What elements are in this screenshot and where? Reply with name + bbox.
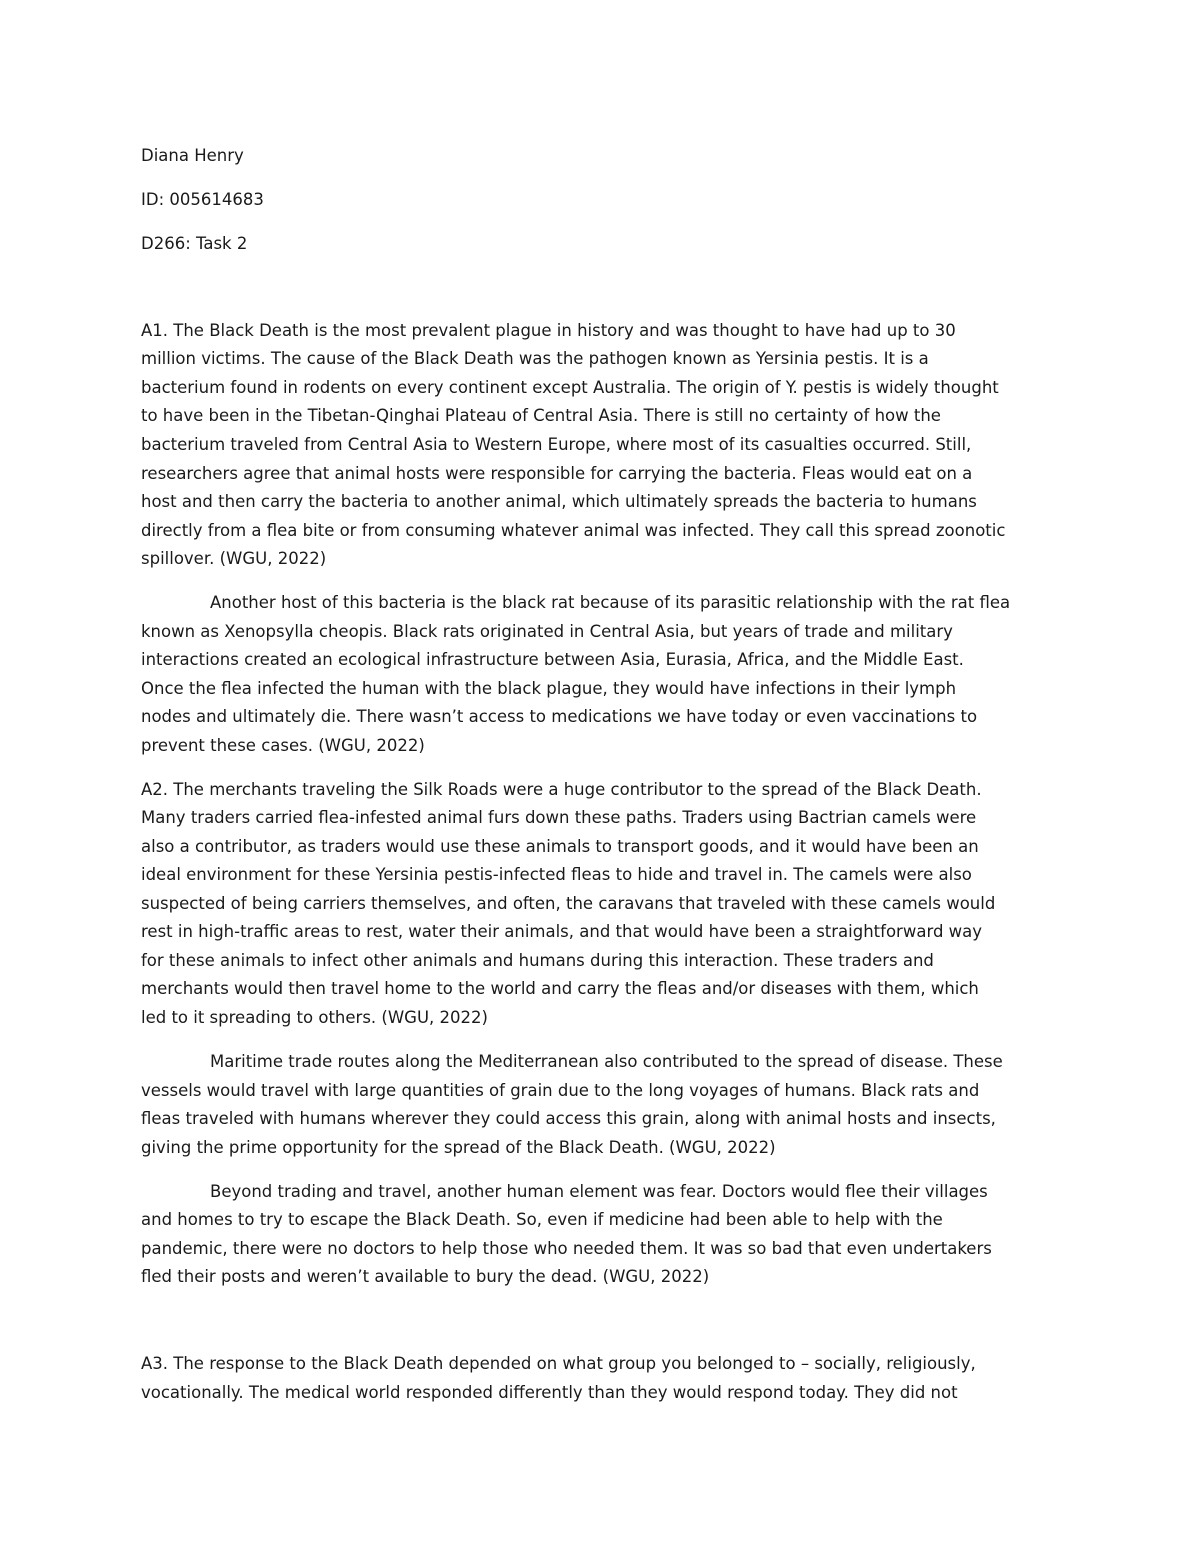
text-line: host and then carry the bacteria to another animal, which ultimately spreads the bacteria to humans [141,492,977,511]
text-line: A1. The Black Death is the most prevalent plague in history and was thought to have had up to 30 [141,321,956,340]
author-name: Diana Henry [141,146,244,165]
course-task: D266: Task 2 [141,234,248,253]
text-line: also a contributor, as traders would use these animals to transport goods, and it would have been an [141,837,979,856]
text-line: fled their posts and weren’t available to bury the dead. (WGU, 2022) [141,1267,710,1286]
text-line: and homes to try to escape the Black Death. So, even if medicine had been able to help with the [141,1210,943,1229]
text-line: Another host of this bacteria is the black rat because of its parasitic relationship with the rat flea [210,593,1011,612]
text-line: bacterium traveled from Central Asia to Western Europe, where most of its casualties occurred. Still, [141,435,972,454]
text-line: A3. The response to the Black Death depended on what group you belonged to – socially, religiously, [141,1354,976,1373]
text-line: Many traders carried flea-infested animal furs down these paths. Traders using Bactrian camels were [141,808,977,827]
text-line: nodes and ultimately die. There wasn’t access to medications we have today or even vaccinations to [141,707,978,726]
text-line: suspected of being carriers themselves, and often, the caravans that traveled with these camels would [141,894,996,913]
text-line: to have been in the Tibetan-Qinghai Plateau of Central Asia. There is still no certainty of how the [141,406,941,425]
student-id: ID: 005614683 [141,190,264,209]
text-line: ideal environment for these Yersinia pestis-infected fleas to hide and travel in. The camels were also [141,865,972,884]
text-line: prevent these cases. (WGU, 2022) [141,736,425,755]
text-line: interactions created an ecological infrastructure between Asia, Eurasia, Africa, and the Middle East. [141,650,964,669]
text-line: spillover. (WGU, 2022) [141,549,327,568]
text-line: directly from a flea bite or from consuming whatever animal was infected. They call this spread zoonotic [141,521,1006,540]
text-line: rest in high-traffic areas to rest, water their animals, and that would have been a straightforward way [141,922,983,941]
text-line: Beyond trading and travel, another human element was fear. Doctors would flee their villages [210,1182,988,1201]
text-line: bacterium found in rodents on every continent except Australia. The origin of Y. pestis is widely thought [141,378,999,397]
text-line: A2. The merchants traveling the Silk Roads were a huge contributor to the spread of the Black Death. [141,780,982,799]
text-line: pandemic, there were no doctors to help those who needed them. It was so bad that even undertakers [141,1239,992,1258]
text-line: researchers agree that animal hosts were responsible for carrying the bacteria. Fleas would eat on a [141,464,973,483]
text-line: Once the flea infected the human with the black plague, they would have infections in their lymph [141,679,957,698]
text-line: Maritime trade routes along the Mediterranean also contributed to the spread of disease. These [210,1052,1003,1071]
text-line: giving the prime opportunity for the spread of the Black Death. (WGU, 2022) [141,1138,776,1157]
text-line: vessels would travel with large quantities of grain due to the long voyages of humans. Black rats and [141,1081,980,1100]
text-line: vocationally. The medical world responded differently than they would respond today. They did not [141,1383,958,1402]
text-line: merchants would then travel home to the world and carry the fleas and/or diseases with them, which [141,979,979,998]
text-line: led to it spreading to others. (WGU, 2022) [141,1008,488,1027]
text-line: known as Xenopsylla cheopis. Black rats originated in Central Asia, but years of trade and military [141,622,953,641]
text-line: million victims. The cause of the Black Death was the pathogen known as Yersinia pestis. It is a [141,349,929,368]
text-line: fleas traveled with humans wherever they could access this grain, along with animal hosts and insects, [141,1109,996,1128]
text-line: for these animals to infect other animals and humans during this interaction. These traders and [141,951,934,970]
